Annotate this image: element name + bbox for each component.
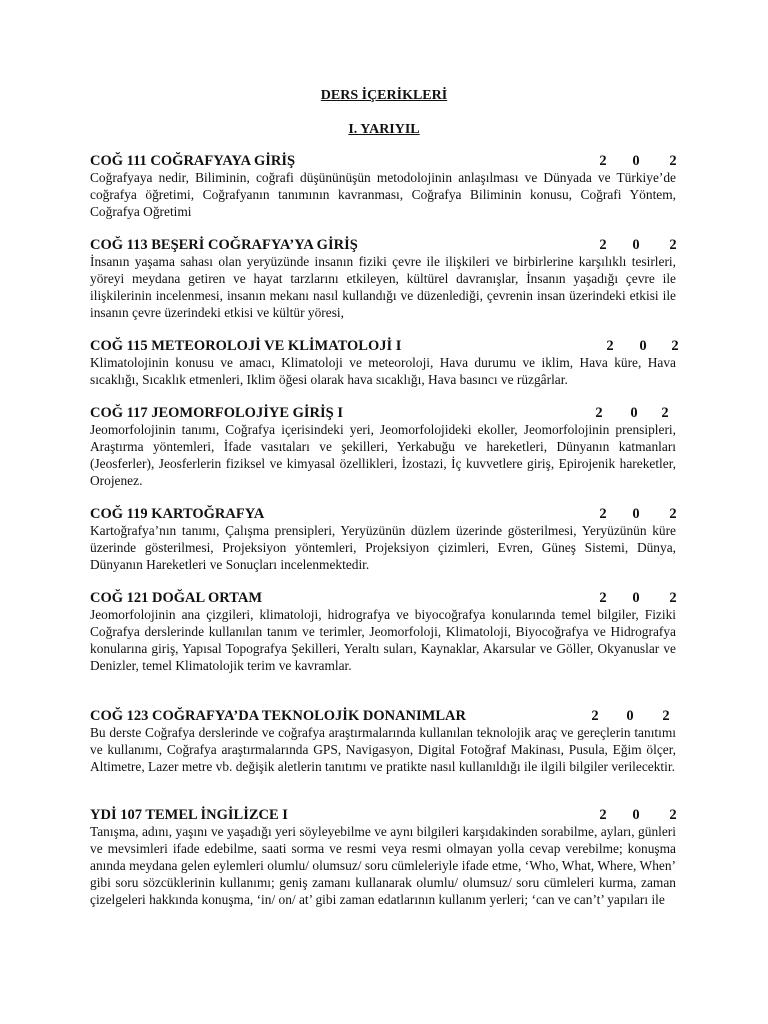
- course-credit-practice: 0: [632, 506, 640, 522]
- course-credit-practice: 0: [632, 807, 640, 823]
- course-description: Jeomorfolojinin tanımı, Coğrafya içerisindeki yeri, Jeomorfolojideki ekoller, Jeomorfolojinin prensipleri, Araştırma yöntemleri, İfade vasıtaları ve şekilleri, Yerkabuğu ve hareketleri, Dünyanın katmanları (Jeosferler), Jeosferlerin fiziksel ve kimyasal özellikleri, İzostazi, İç kuvvetlere giriş, Epirojenik hareketler, Orojenez.: [90, 422, 676, 488]
- course-description: Klimatolojinin konusu ve amacı, Klimatoloji ve meteoroloji, Hava durumu ve iklim, Hava küre, Hava sıcaklığı, Sıcaklık etmenleri, Iklim öğesi olarak hava sıcaklığı, Hava basıncı ve rüzgârlar.: [90, 355, 676, 387]
- course-credit-total: 2: [669, 237, 677, 253]
- course-section: [90, 707, 676, 776]
- course-title: YDİ 107 TEMEL İNGİLİZCE I: [90, 807, 288, 823]
- course-title: COĞ 115 METEOROLOJİ VE KLİMATOLOJİ I: [90, 338, 402, 354]
- course-credit-theory: 2: [599, 807, 607, 823]
- course-credit-theory: 2: [599, 153, 607, 169]
- course-description: Bu derste Coğrafya derslerinde ve coğrafya araştırmalarında kullanılan teknolojik araç ve gereçlerin tanıtımı ve kullanımı, Coğrafya araştırmalarında GPS, Navigasyon, Digital Fotoğraf Makinası, Pusula, Eğim ölçer, Altimetre, Lazer metre vb. değişik aletlerin tanıtımı ve pratikte nasıl kullanıldığı ile ilgili bilgiler verilecektir.: [90, 725, 676, 774]
- course-credit-total: 2: [661, 405, 669, 421]
- course-credit-total: 2: [662, 708, 670, 724]
- course-section: [90, 337, 679, 389]
- course-section: [90, 152, 676, 221]
- course-description: Tanışma, adını, yaşını ve yaşadığı yeri söyleyebilme ve aynı bilgileri karşıdakinden sorabilme, ayları, günleri ve mevsimleri ifade edebilme, saati sorma ve resmi veya resmi olmayan yolla cevap verebilme; konuşma anında meydana gelen eylemleri olumlu/ olumsuz/ soru cümleleriyle ifade etme, ‘Who, What, Where, When’ gibi soru sözcüklerinin kullanımı; geniş zamanı kullanarak olumlu/ olumsuz/ soru cümleleri kurma, zaman çizelgeleri hakkında konuşma, ‘in/ on/ at’ gibi zaman edatlarının kullanım yerleri; ‘can ve can’t’ yapıları ile: [90, 824, 676, 907]
- course-description: Kartoğrafya’nın tanımı, Çalışma prensipleri, Yeryüzünün düzlem üzerinde gösterilmesi, Yeryüzünün küre üzerinde gösterilmesi, Projeksiyon yöntemleri, Projeksiyon çizimleri, Evren, Güneş Sistemi, Dünya, Dünyanın Hareketleri ve Sonuçları incelenmektedir.: [90, 523, 676, 572]
- course-heading: [90, 707, 676, 725]
- course-credit-theory: 2: [599, 237, 607, 253]
- course-credit-total: 2: [669, 506, 677, 522]
- course-credit-practice: 0: [626, 708, 634, 724]
- course-credit-theory: 2: [595, 405, 603, 421]
- course-title: COĞ 121 DOĞAL ORTAM: [90, 590, 263, 606]
- course-description: Jeomorfolojinin ana çizgileri, klimatoloji, hidrografya ve biyocoğrafya konularında temel bilgiler, Fiziki Coğrafya derslerinde kullanılan tanım ve terimler, Jeomorfoloji, Klimatoloji, Biyocoğrafya ve Hidrografya konularına giriş, Yapısal Topografya Şekilleri, Yeraltı suları, Kaynaklar, Akarsular ve Göller, Okyanuslar ve Denizler, temel Klimatolojik terim ve kavramlar.: [90, 607, 676, 673]
- course-heading: [90, 404, 676, 422]
- course-credit-total: 2: [671, 338, 679, 354]
- course-title: COĞ 113 BEŞERİ COĞRAFYA’YA GİRİŞ: [90, 237, 358, 253]
- course-credit-theory: 2: [591, 708, 599, 724]
- course-title: COĞ 119 KARTOĞRAFYA: [90, 506, 265, 522]
- course-heading: [90, 505, 676, 523]
- course-title: COĞ 123 COĞRAFYA’DA TEKNOLOJİK DONANIMLAR: [90, 708, 466, 724]
- course-title: COĞ 111 COĞRAFYAYA GİRİŞ: [90, 153, 296, 169]
- page-title: DERS İÇERİKLERİ: [320, 88, 448, 103]
- course-title: COĞ 117 JEOMORFOLOJİYE GİRİŞ I: [90, 405, 343, 421]
- course-heading: [90, 806, 676, 824]
- course-heading: [90, 337, 679, 355]
- course-section: [90, 236, 676, 322]
- course-credit-total: 2: [669, 590, 677, 606]
- course-credit-practice: 0: [632, 153, 640, 169]
- course-heading: [90, 152, 676, 170]
- course-credit-theory: 2: [606, 338, 614, 354]
- course-heading: [90, 589, 676, 607]
- course-credit-practice: 0: [639, 338, 647, 354]
- course-credit-theory: 2: [599, 506, 607, 522]
- course-credit-practice: 0: [632, 590, 640, 606]
- course-credit-total: 2: [669, 807, 677, 823]
- course-section: [90, 404, 676, 490]
- course-section: [90, 505, 676, 574]
- course-credit-total: 2: [669, 153, 677, 169]
- term-title: I. YARIYIL: [348, 122, 420, 137]
- course-credit-practice: 0: [630, 405, 638, 421]
- course-section: [90, 589, 676, 675]
- course-heading: [90, 236, 676, 254]
- course-credit-theory: 2: [599, 590, 607, 606]
- course-description: Coğrafyaya nedir, Biliminin, coğrafi düşününüşün metodolojinin anlaşılması ve Dünyada ve Türkiye’de coğrafya öğretimi, Coğrafyanın tanımının kavranması, Coğrafya Biliminin konusu, Coğrafi Yöntem, Coğrafya Oğretimi: [90, 170, 676, 219]
- course-description: İnsanın yaşama sahası olan yeryüzünde insanın fiziki çevre ile ilişkileri ve birbirlerine karşılıklı tesirleri, yöreyi meydana getiren ve hayat tarzlarını etkileyen, kültürel davranışlar, İnsanın yaşadığı çevre ile ilişkilerinin incelenmesi, insanın mekanı nasıl kullandığı ve düzenlediği, çevrenin insan üzerindeki etkisi ile insanın çevre üzerindeki etkisi ve kültür yöresi,: [90, 254, 676, 320]
- course-section: [90, 806, 676, 909]
- course-credit-practice: 0: [632, 237, 640, 253]
